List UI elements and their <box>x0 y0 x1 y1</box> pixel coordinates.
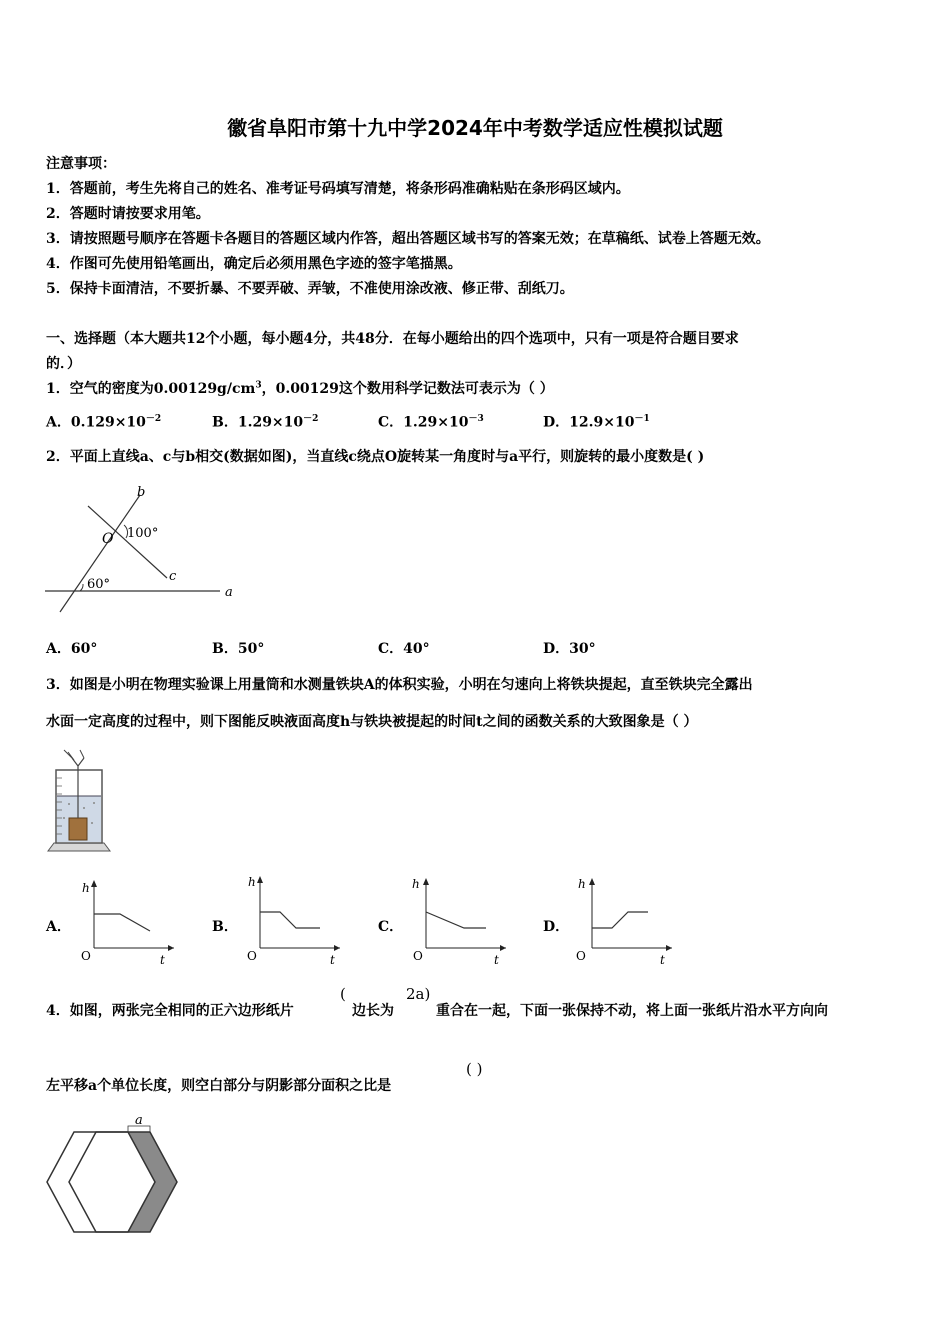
q3-graph-c <box>404 874 514 968</box>
q1-stem: 1．空气的密度为$0.00129g/cm^3$，0.00129这个数用科学记数法可表示为（ ） <box>46 380 554 397</box>
notice-item-2: 2．答题时请按要求用笔。 <box>46 206 210 222</box>
q3-graph-d <box>570 874 680 968</box>
origin-label: O <box>81 949 91 963</box>
section-heading: 一、选择题（本大题共12个小题，每小题4分，共48分．在每小题给出的四个选项中，只有一项是符合题目要求 <box>46 331 739 347</box>
q4-stem-line2: 左平移a个单位长度，则空白部分与阴影部分面积之比是 <box>46 1078 392 1094</box>
axis-h-label: h <box>248 875 256 889</box>
notice-item-3: 3．请按照题号顺序在答题卡各题目的答题区域内作答，超出答题区域书写的答案无效；在草稿纸、试卷上答题无效。 <box>46 231 770 247</box>
q2-option-b: B．50° <box>212 641 265 657</box>
page-title: 徽省阜阳市第十九中学2024年中考数学适应性模拟试题 <box>227 116 723 140</box>
line-b <box>60 495 140 612</box>
notice-item-4: 4．作图可先使用铅笔画出，确定后必须用黑色字迹的签字笔描黑。 <box>46 256 462 272</box>
notice-item-5: 5．保持卡面清洁，不要折暴、不要弄破、弄皱，不准使用涂改液、修正带、刮纸刀。 <box>46 281 574 297</box>
q2-option-c: C．40° <box>378 641 430 657</box>
q3-stem-line1: 3．如图是小明在物理实验课上用量筒和水测量铁块A的体积实验，小明在匀速向上将铁块提起，直至铁块完全露出 <box>46 677 753 693</box>
axis-h-label: h <box>412 877 420 891</box>
q2-option-a: A．60° <box>46 641 98 657</box>
q4-side-length: 2a) <box>406 985 431 1003</box>
q2-stem: 2．平面上直线a、c与b相交(数据如图)，当直线c绕点O旋转某一角度时与a平行，则旋转的最小度数是( ) <box>46 449 705 465</box>
notice-header: 注意事项： <box>46 156 116 172</box>
q3-option-b-label: B． <box>212 919 238 935</box>
q4-answer-paren: ( ) <box>466 1060 483 1078</box>
q3-option-a-label: A． <box>46 919 71 935</box>
axis-t-label: t <box>660 953 665 967</box>
q1-option-b: B．$1.29\times 10^{-2}$ <box>212 414 319 431</box>
q4-paren-open: ( <box>340 985 346 1003</box>
q3-option-c-label: C． <box>378 919 404 935</box>
axis-h-label: h <box>82 881 90 895</box>
q3-option-d-label: D． <box>543 919 570 935</box>
graph-a-curve <box>94 914 150 931</box>
notice-item-1: 1．答题前，考生先将自己的姓名、准考证号码填写清楚，将条形码准确粘贴在条形码区域内。 <box>46 181 630 197</box>
angle-60-arc <box>80 584 83 591</box>
iron-block <box>69 818 87 840</box>
label-c: c <box>169 569 177 584</box>
graph-b-curve <box>260 912 320 928</box>
q4-stem-part3: 重合在一起，下面一张保持不动，将上面一张纸片沿水平方向向 <box>436 1003 828 1019</box>
angle-60-label: 60° <box>87 577 111 592</box>
q2-figure <box>40 480 250 620</box>
origin-label: O <box>247 949 257 963</box>
label-a: a <box>135 1113 143 1128</box>
line-c <box>88 506 167 578</box>
q4-stem-part1: 4．如图，两张完全相同的正六边形纸片 <box>46 1003 294 1019</box>
label-b: b <box>137 485 146 500</box>
q1-option-c: C．$1.29\times 10^{-3}$ <box>378 414 484 431</box>
label-o: O <box>102 531 114 547</box>
axis-h-label: h <box>578 877 586 891</box>
measuring-cylinder-figure <box>44 748 114 858</box>
angle-100-label: 100° <box>127 526 159 541</box>
graph-c-curve <box>426 912 486 928</box>
origin-label: O <box>413 949 423 963</box>
axis-t-label: t <box>160 953 165 967</box>
q4-stem-part2: 边长为 <box>352 1003 394 1019</box>
q4-hexagon-figure <box>40 1112 190 1240</box>
label-a: a <box>225 585 233 600</box>
axis-t-label: t <box>330 953 335 967</box>
q3-graph-b <box>238 872 348 968</box>
q1-option-a: A．$0.129\times 10^{-2}$ <box>46 414 162 431</box>
q1-option-d: D．$12.9\times 10^{-1}$ <box>543 414 650 431</box>
axis-t-label: t <box>494 953 499 967</box>
q2-option-d: D．30° <box>543 641 596 657</box>
cylinder-base <box>48 843 110 851</box>
graph-d-curve <box>592 912 648 928</box>
q3-graph-a <box>72 876 182 968</box>
q3-stem-line2: 水面一定高度的过程中，则下图能反映液面高度h与铁块被提起的时间t之间的函数关系的大致图象是（ ） <box>46 714 698 730</box>
origin-label: O <box>576 949 586 963</box>
hand <box>64 750 84 760</box>
section-heading-cont: 的．） <box>46 356 81 372</box>
